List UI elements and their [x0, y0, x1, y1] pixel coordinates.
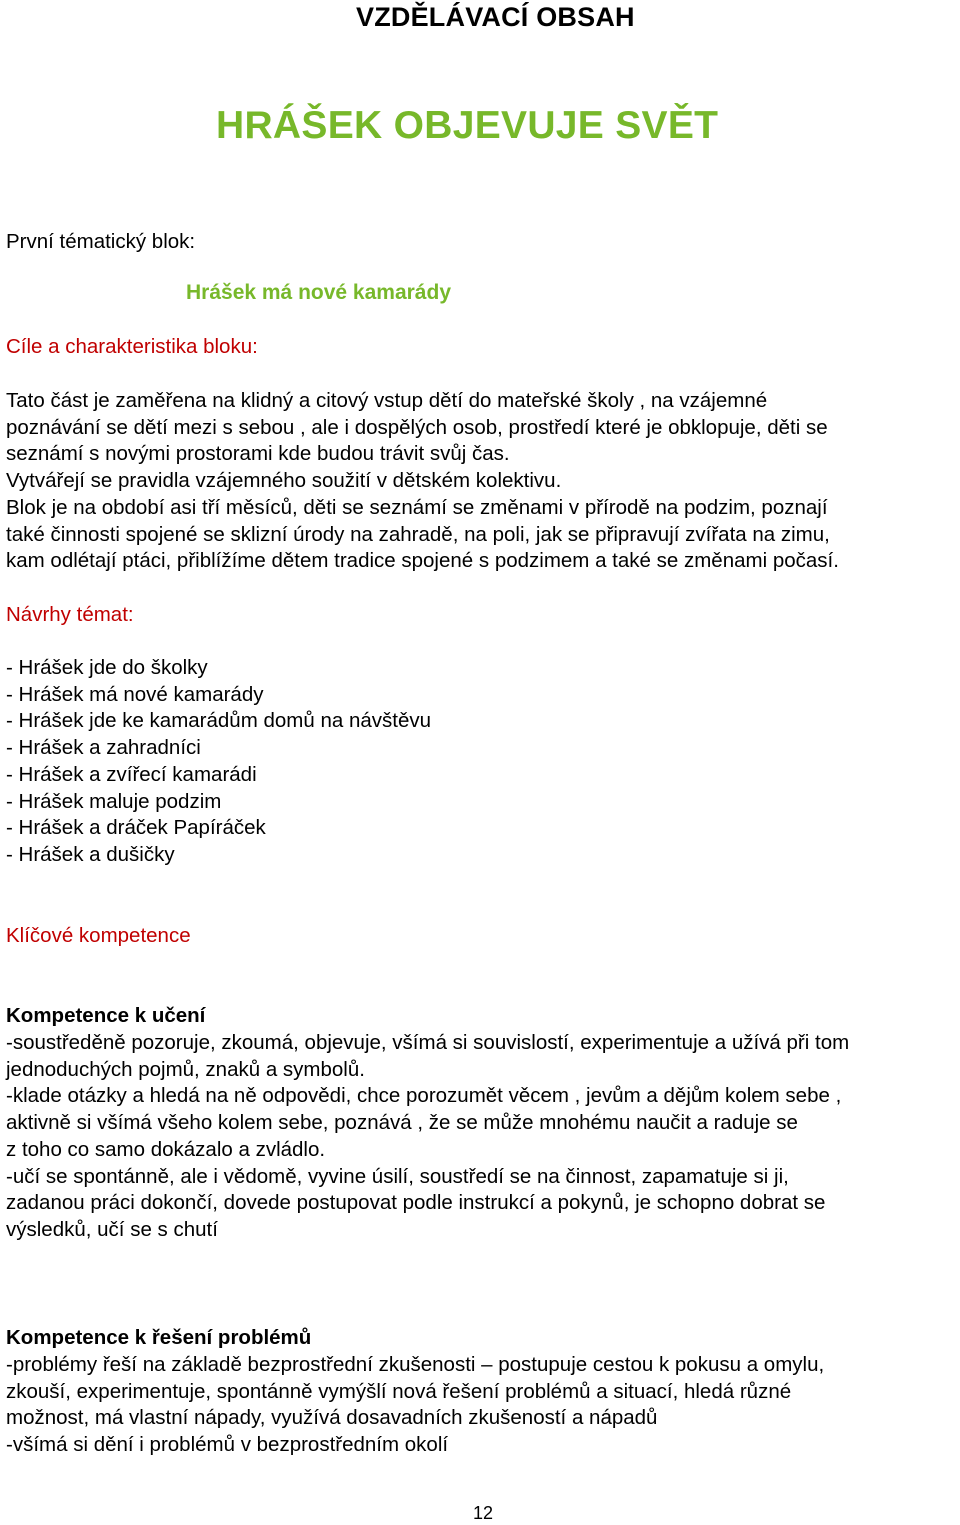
problem-line: -problémy řeší na základě bezprostřední zkušenosti – postupuje cestou k pokusu a omylu,: [6, 1353, 825, 1376]
list-item: - Hrášek maluje podzim: [6, 789, 222, 813]
list-item: - Hrášek jde ke kamarádům domů na návštěvu: [6, 709, 432, 733]
goals-paragraph: [6, 388, 839, 575]
goals-line: seznámí s novými prostorami kde budou trávit svůj čas.: [6, 442, 510, 466]
learning-line: -klade otázky a hledá na ně odpovědi, chce porozumět věcem , jevům a dějům kolem sebe ,: [6, 1084, 842, 1108]
goals-line: Vytvářejí se pravidla vzájemného soužití v dětském kolektivu.: [6, 469, 562, 493]
learning-line: jednoduchých pojmů, znaků a symbolů.: [6, 1057, 365, 1081]
section-heading: VZDĚLÁVACÍ OBSAH: [356, 2, 635, 32]
list-item: - Hrášek a zahradníci: [6, 736, 201, 760]
topics-heading: Návrhy témat:: [6, 603, 134, 626]
block-label: První tématický blok:: [6, 230, 196, 253]
problem-line: -všímá si dění i problémů v bezprostředním okolí: [6, 1433, 449, 1457]
problem-competence-text: [6, 1352, 824, 1459]
learning-line: -soustředěně pozoruje, zkoumá, objevuje, všímá si souvislostí, experimentuje a užívá při tom: [6, 1031, 850, 1054]
goals-line: poznávání se dětí mezi s sebou , ale i dospělých osob, prostředí které je obklopuje, děti se: [6, 415, 828, 439]
learning-line: aktivně si všímá všeho kolem sebe, poznává , že se může mnohému naučit a raduje se: [6, 1111, 798, 1135]
learning-competence-heading: Kompetence k učení: [6, 1004, 206, 1027]
list-item: - Hrášek a zvířecí kamarádi: [6, 762, 257, 786]
problem-line: možnost, má vlastní nápady, využívá dosavadních zkušeností a nápadů: [6, 1406, 658, 1430]
learning-line: z toho co samo dokázalo a zvládlo.: [6, 1137, 326, 1161]
problem-competence-heading: Kompetence k řešení problémů: [6, 1326, 312, 1349]
goals-line: kam odlétají ptáci, přiblížíme dětem tradice spojené s podzimem a také se změnami počasí.: [6, 549, 839, 573]
list-item: - Hrášek jde do školky: [6, 656, 208, 679]
problem-line: zkouší, experimentuje, spontánně vymýšlí nová řešení problémů a situací, hledá různé: [6, 1379, 792, 1403]
goals-line: Tato část je zaměřena na klidný a citový vstup dětí do mateřské školy , na vzájemné: [6, 389, 768, 412]
learning-line: zadanou práci dokončí, dovede postupovat podle instrukcí a pokynů, je schopno dobrat se: [6, 1191, 826, 1215]
learning-line: -učí se spontánně, ale i vědomě, vyvine úsilí, soustředí se na činnost, zapamatuje si ji,: [6, 1164, 789, 1188]
learning-competence-text: [6, 1030, 849, 1244]
list-item: - Hrášek a dráček Papíráček: [6, 816, 266, 840]
list-item: - Hrášek a dušičky: [6, 842, 175, 866]
block-name: Hrášek má nové kamarády: [186, 281, 451, 304]
page-number: 12: [473, 1503, 494, 1523]
list-item: - Hrášek má nové kamarády: [6, 682, 264, 706]
goals-line: také činnosti spojené se sklizní úrody na zahradě, na poli, jak se připravují zvířata na zimu,: [6, 522, 830, 546]
page-title: HRÁŠEK OBJEVUJE SVĚT: [216, 104, 719, 147]
key-competences-heading: Klíčové kompetence: [6, 924, 191, 947]
topics-list: [6, 655, 431, 869]
learning-line: výsledků, učí se s chutí: [6, 1217, 218, 1241]
goals-line: Blok je na období asi tří měsíců, děti se seznámí se změnami v přírodě na podzim, poznají: [6, 495, 828, 519]
goals-heading: Cíle a charakteristika bloku:: [6, 335, 258, 358]
